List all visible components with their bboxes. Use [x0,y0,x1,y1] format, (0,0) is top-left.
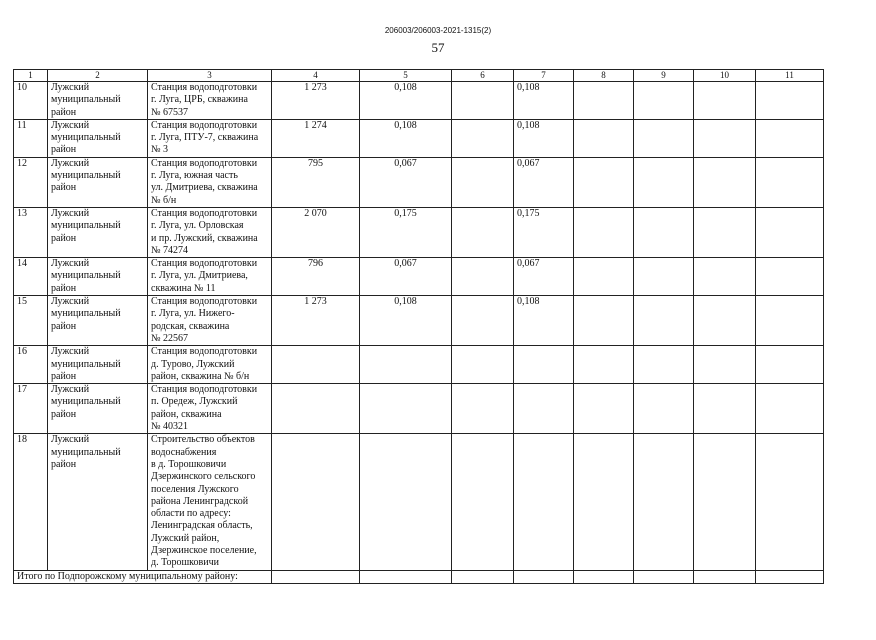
value-col-7: 0,108 [514,119,574,157]
object-line: Станция водоподготовки [151,346,258,358]
object-line: Ленинградская область, [151,520,253,532]
total-col-9 [634,570,694,583]
object-line: г. Луга, ул. Дмитриева, [151,270,248,282]
object-cell [148,384,272,434]
value-col-11 [756,434,824,570]
object-cell [148,82,272,120]
table-row [14,384,824,434]
value-col-11 [756,384,824,434]
district-cell [48,296,148,346]
district-line: Лужский [51,82,90,93]
value-col-7: 0,175 [514,207,574,257]
district-line: район [51,408,77,420]
object-line: № 3 [151,144,169,156]
value-col-8 [574,434,634,570]
object-line: Станция водоподготовки [151,296,258,308]
district-line: муниципальный [51,170,121,182]
value-col-10 [694,346,756,384]
value-col-9 [634,434,694,570]
value-col-7: 0,108 [514,82,574,120]
object-cell [148,157,272,207]
district-line: Лужский [51,434,90,446]
column-number-10: 10 [694,70,756,82]
total-col-7 [514,570,574,583]
table-row [14,434,824,570]
value-col-4: 1 273 [272,82,360,120]
object-line: Строительство объектов [151,434,255,446]
column-number-11: 11 [756,70,824,82]
object-cell [148,119,272,157]
district-line: муниципальный [51,308,121,320]
object-line: Станция водоподготовки [151,82,258,93]
value-col-6 [452,346,514,384]
value-col-5 [360,384,452,434]
value-col-11 [756,119,824,157]
row-number: 16 [14,346,48,384]
district-line: район [51,144,77,156]
value-col-5: 0,108 [360,296,452,346]
value-col-5: 0,175 [360,207,452,257]
total-col-4 [272,570,360,583]
row-number: 18 [14,434,48,570]
value-col-9 [634,296,694,346]
column-number-2: 2 [48,70,148,82]
object-line: № 74274 [151,244,189,256]
object-line: № 22567 [151,332,189,344]
value-col-7 [514,346,574,384]
value-col-4 [272,384,360,434]
value-col-7 [514,434,574,570]
column-number-9: 9 [634,70,694,82]
table-row [14,258,824,296]
value-col-10 [694,157,756,207]
value-col-10 [694,82,756,120]
district-cell [48,258,148,296]
table-row [14,157,824,207]
value-col-9 [634,82,694,120]
value-col-9 [634,346,694,384]
value-col-9 [634,384,694,434]
value-col-5 [360,346,452,384]
value-col-4: 1 274 [272,119,360,157]
value-col-11 [756,82,824,120]
object-line: Станция водоподготовки [151,119,258,131]
district-line: Лужский [51,258,90,270]
column-number-1: 1 [14,70,48,82]
value-col-10 [694,119,756,157]
district-line: Лужский [51,346,90,358]
document-id: 206003/206003-2021-1315(2) [384,26,492,35]
district-line: муниципальный [51,220,121,232]
object-line: Дзержинское поселение, [151,544,257,556]
total-col-5 [360,570,452,583]
object-line: № б/н [151,194,177,206]
value-col-4: 1 273 [272,296,360,346]
district-line: район [51,458,77,470]
table-row [14,207,824,257]
value-col-9 [634,258,694,296]
value-col-8 [574,258,634,296]
district-line: район [51,370,77,382]
object-cell [148,296,272,346]
value-col-8 [574,119,634,157]
district-cell [48,384,148,434]
value-col-7: 0,067 [514,258,574,296]
value-col-10 [694,384,756,434]
value-col-7: 0,067 [514,157,574,207]
value-col-6 [452,157,514,207]
value-col-10 [694,296,756,346]
object-line: родская, скважина [151,320,230,332]
value-col-6 [452,434,514,570]
column-number-3: 3 [148,70,272,82]
value-col-4 [272,434,360,570]
value-col-11 [756,296,824,346]
value-col-5: 0,108 [360,82,452,120]
column-number-6: 6 [452,70,514,82]
object-line: области по адресу: [151,508,231,520]
value-col-11 [756,157,824,207]
column-number-8: 8 [574,70,634,82]
object-line: Станция водоподготовки [151,207,258,219]
district-cell [48,157,148,207]
district-line: район [51,182,77,194]
district-cell [48,82,148,120]
value-col-5 [360,434,452,570]
value-col-6 [452,119,514,157]
district-line: муниципальный [51,358,121,370]
total-label: Итого по Подпорожскому муниципальному району: [14,570,272,583]
district-cell [48,207,148,257]
value-col-8 [574,346,634,384]
object-line: ул. Дмитриева, скважина [151,182,258,194]
column-number-row [14,70,824,82]
object-line: в д. Торошковичи [151,458,227,470]
total-col-6 [452,570,514,583]
value-col-4: 2 070 [272,207,360,257]
object-line: Лужский район, [151,532,220,544]
object-line: скважина № 11 [151,282,216,294]
object-line: д. Турово, Лужский [151,358,235,370]
object-line: № 67537 [151,106,189,118]
object-line: г. Луга, ПТУ-7, скважина [151,132,259,144]
district-line: Лужский [51,157,90,169]
district-cell [48,119,148,157]
object-line: и пр. Лужский, скважина [151,232,258,244]
object-line: Станция водоподготовки [151,157,258,169]
value-col-4 [272,346,360,384]
value-col-7: 0,108 [514,296,574,346]
value-col-10 [694,434,756,570]
district-line: район [51,320,77,332]
object-line: г. Луга, ул. Нижего- [151,308,235,320]
row-number: 11 [14,119,48,157]
value-col-8 [574,207,634,257]
object-cell [148,258,272,296]
district-line: муниципальный [51,94,121,106]
value-col-10 [694,207,756,257]
district-line: муниципальный [51,446,121,458]
district-line: Лужский [51,384,90,396]
value-col-8 [574,384,634,434]
value-col-9 [634,157,694,207]
district-line: муниципальный [51,270,121,282]
object-line: район, скважина [151,408,222,420]
value-col-11 [756,207,824,257]
object-line: п. Оредеж, Лужский [151,396,238,408]
value-col-4: 796 [272,258,360,296]
value-col-11 [756,258,824,296]
value-col-7 [514,384,574,434]
total-col-11 [756,570,824,583]
row-number: 10 [14,82,48,120]
value-col-5: 0,067 [360,258,452,296]
value-col-8 [574,82,634,120]
district-line: муниципальный [51,396,121,408]
object-line: водоснабжения [151,446,217,458]
value-col-6 [452,207,514,257]
table-row [14,296,824,346]
column-number-4: 4 [272,70,360,82]
value-col-6 [452,258,514,296]
object-line: Дзержинского сельского [151,471,256,483]
total-row [14,570,824,583]
district-line: район [51,106,77,118]
value-col-5: 0,067 [360,157,452,207]
row-number: 15 [14,296,48,346]
object-cell [148,207,272,257]
district-line: Лужский [51,296,90,308]
object-line: г. Луга, ЦРБ, скважина [151,94,248,106]
total-col-10 [694,570,756,583]
district-line: Лужский [51,207,90,219]
value-col-4: 795 [272,157,360,207]
value-col-9 [634,207,694,257]
object-line: поселения Лужского [151,483,239,495]
object-cell [148,346,272,384]
object-line: район, скважина № б/н [151,370,250,382]
value-col-10 [694,258,756,296]
object-line: № 40321 [151,421,189,433]
district-line: район [51,232,77,244]
object-line: района Ленинградской [151,495,249,507]
value-col-6 [452,384,514,434]
value-col-8 [574,296,634,346]
district-cell [48,346,148,384]
district-line: Лужский [51,119,90,131]
object-line: Станция водоподготовки [151,258,258,270]
row-number: 14 [14,258,48,296]
object-line: Станция водоподготовки [151,384,258,396]
total-col-8 [574,570,634,583]
object-line: г. Луга, южная часть [151,170,238,182]
data-table [13,69,824,584]
object-line: д. Торошковичи [151,557,219,569]
row-number: 13 [14,207,48,257]
district-line: район [51,282,77,294]
page-number: 57 [431,40,445,55]
value-col-6 [452,296,514,346]
table-row [14,346,824,384]
table-row [14,82,824,120]
value-col-6 [452,82,514,120]
column-number-5: 5 [360,70,452,82]
column-number-7: 7 [514,70,574,82]
value-col-11 [756,346,824,384]
row-number: 17 [14,384,48,434]
object-cell [148,434,272,570]
district-line: муниципальный [51,132,121,144]
value-col-8 [574,157,634,207]
object-line: г. Луга, ул. Орловская [151,220,244,232]
value-col-5: 0,108 [360,119,452,157]
value-col-9 [634,119,694,157]
row-number: 12 [14,157,48,207]
table-row [14,119,824,157]
district-cell [48,434,148,570]
